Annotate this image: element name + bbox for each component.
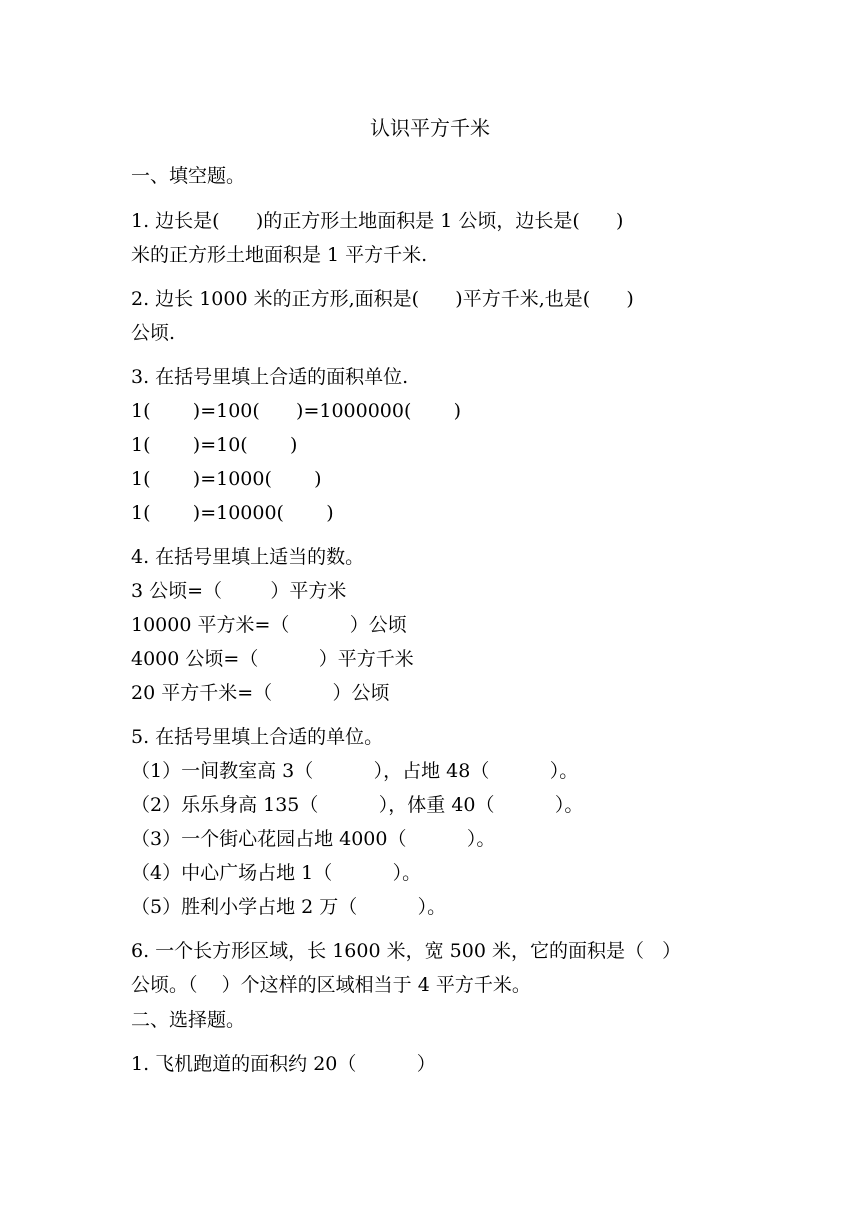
question-2-line-2: 公顷.: [131, 322, 176, 344]
question-5-item: （3）一个街心花园占地 4000（ ）。: [131, 828, 496, 850]
page-title: 认识平方千米: [370, 116, 490, 140]
question-6-line-2: 公顷。（ ）个这样的区域相当于 4 平方千米。: [131, 974, 531, 996]
question-4-item: 10000 平方米=（ ）公顷: [131, 614, 407, 636]
question-3-item: 1( )=1000( ): [131, 468, 322, 490]
section-heading-multiple-choice: 二、选择题。: [131, 1009, 246, 1031]
section-heading-fill-blank: 一、填空题。: [131, 165, 246, 187]
question-5-item: （1）一间教室高 3（ ），占地 48（ ）。: [131, 760, 579, 782]
question-4-prompt: 4. 在括号里填上适当的数。: [131, 546, 365, 568]
question-5-item: （5）胜利小学占地 2 万（ ）。: [131, 896, 447, 918]
question-3-prompt: 3. 在括号里填上合适的面积单位.: [131, 366, 409, 388]
question-3-item: 1( )=10( ): [131, 434, 298, 456]
question-5-item: （4）中心广场占地 1（ ）。: [131, 862, 422, 884]
question-4-item: 4000 公顷=（ ）平方千米: [131, 648, 414, 670]
question-3-item: 1( )=100( )=1000000( ): [131, 400, 462, 422]
question-3-item: 1( )=10000( ): [131, 502, 334, 524]
question-4-item: 3 公顷=（ ）平方米: [131, 580, 347, 602]
question-1-line-1: 1. 边长是( )的正方形土地面积是 1 公顷，边长是( ): [131, 210, 624, 232]
question-5-item: （2）乐乐身高 135（ ），体重 40（ ）。: [131, 794, 584, 816]
choice-question-1: 1. 飞机跑道的面积约 20（ ）: [131, 1053, 436, 1075]
question-4-item: 20 平方千米=（ ）公顷: [131, 682, 390, 704]
question-2-line-1: 2. 边长 1000 米的正方形,面积是( )平方千米,也是( ): [131, 288, 634, 310]
question-6-line-1: 6. 一个长方形区域，长 1600 米，宽 500 米，它的面积是（ ）: [131, 940, 682, 962]
question-1-line-2: 米的正方形土地面积是 1 平方千米.: [131, 244, 428, 266]
question-5-prompt: 5. 在括号里填上合适的单位。: [131, 726, 384, 748]
